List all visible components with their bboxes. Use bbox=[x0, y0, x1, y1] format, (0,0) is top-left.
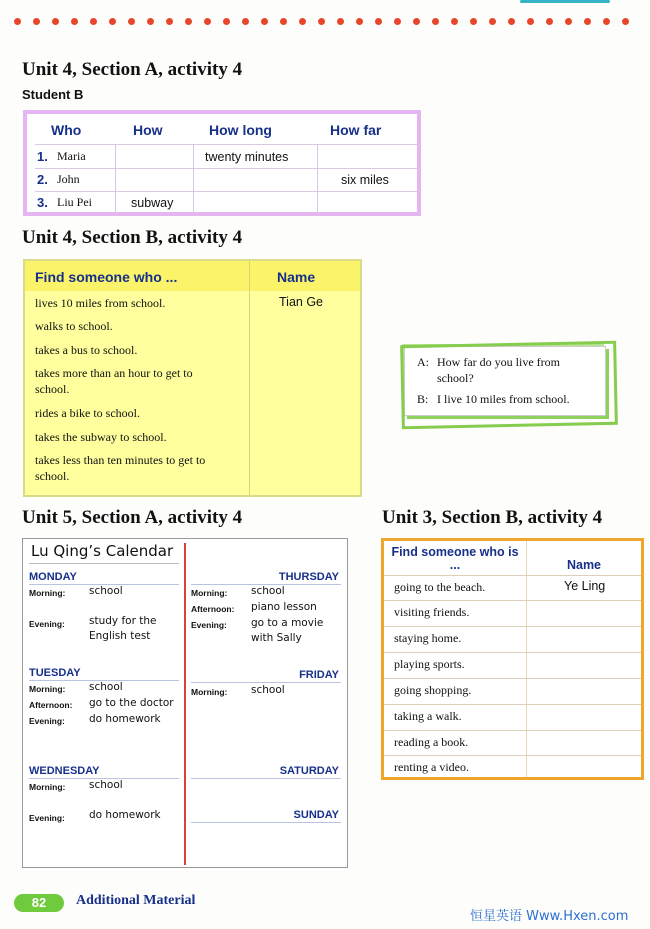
unit3b-table bbox=[381, 538, 644, 780]
morning-label: Morning: bbox=[191, 687, 228, 697]
dialogue-text: I live 10 miles from school. bbox=[437, 392, 570, 406]
unit5a-heading: Unit 5, Section A, activity 4 bbox=[22, 507, 243, 528]
speaker-label: A: bbox=[417, 355, 429, 369]
decorative-dot bbox=[223, 18, 230, 25]
who-cell: Maria bbox=[57, 149, 86, 163]
day-thursday: THURSDAY bbox=[278, 571, 339, 583]
list-item: lives 10 miles from school. bbox=[35, 296, 166, 310]
morning-label: Morning: bbox=[191, 588, 228, 598]
wednesday-morning: school bbox=[89, 779, 123, 791]
list-item: takes less than ten minutes to get to school. bbox=[35, 453, 206, 483]
decorative-dot bbox=[394, 18, 401, 25]
row-divider bbox=[35, 168, 417, 169]
decorative-dot bbox=[375, 18, 382, 25]
row-divider bbox=[384, 730, 641, 731]
unit4b-table bbox=[23, 259, 362, 497]
decorative-dot bbox=[603, 18, 610, 25]
decorative-dot bbox=[71, 18, 78, 25]
thursday-morning: school bbox=[251, 585, 285, 597]
decorative-dot bbox=[14, 18, 21, 25]
list-item: takes the subway to school. bbox=[35, 430, 167, 444]
name-header: Name bbox=[277, 269, 316, 285]
student-b-label: Student B bbox=[22, 87, 84, 102]
evening-label: Evening: bbox=[29, 716, 65, 726]
decorative-dot bbox=[128, 18, 135, 25]
unit3b-heading: Unit 3, Section B, activity 4 bbox=[382, 507, 603, 528]
calendar-title: Lu Qing’s Calendar bbox=[31, 542, 174, 560]
decorative-dot bbox=[280, 18, 287, 25]
day-sunday: SUNDAY bbox=[293, 809, 339, 821]
wednesday-evening: do homework bbox=[89, 809, 161, 821]
row-divider bbox=[384, 600, 641, 601]
tuesday-afternoon: go to the doctor bbox=[89, 697, 174, 709]
how-cell: subway bbox=[131, 196, 174, 210]
day-tuesday: TUESDAY bbox=[29, 667, 81, 679]
row-number: 2. bbox=[37, 172, 48, 187]
find-someone-header: Find someone who is ... bbox=[391, 545, 519, 572]
title-underline bbox=[29, 563, 179, 564]
decorative-dot bbox=[546, 18, 553, 25]
friday-morning: school bbox=[251, 684, 285, 696]
morning-label: Morning: bbox=[29, 684, 66, 694]
dialogue-box bbox=[404, 346, 606, 416]
decorative-dot bbox=[508, 18, 515, 25]
unit4a-table bbox=[23, 110, 421, 216]
decorative-dot bbox=[432, 18, 439, 25]
decorative-dot bbox=[470, 18, 477, 25]
afternoon-label: Afternoon: bbox=[191, 604, 235, 614]
row-divider bbox=[384, 704, 641, 705]
list-item: reading a book. bbox=[394, 735, 469, 749]
decorative-dot bbox=[109, 18, 116, 25]
col-divider bbox=[249, 261, 250, 495]
top-accent-bar bbox=[520, 0, 610, 3]
decorative-dot bbox=[337, 18, 344, 25]
name-cell: Ye Ling bbox=[564, 579, 606, 593]
afternoon-label: Afternoon: bbox=[29, 700, 73, 710]
row-divider bbox=[384, 575, 641, 576]
decorative-dot bbox=[451, 18, 458, 25]
decorative-dot bbox=[166, 18, 173, 25]
row-divider bbox=[35, 191, 417, 192]
watermark: 恒星英语 Www.Hxen.com bbox=[470, 909, 629, 924]
decorative-dot bbox=[413, 18, 420, 25]
section-title: Additional Material bbox=[76, 893, 196, 908]
morning-label: Morning: bbox=[29, 782, 66, 792]
decorative-dot bbox=[147, 18, 154, 25]
day-wednesday: WEDNESDAY bbox=[29, 765, 100, 777]
decorative-dot bbox=[584, 18, 591, 25]
row-divider bbox=[384, 652, 641, 653]
list-item: renting a video. bbox=[394, 760, 469, 774]
row-divider bbox=[384, 755, 641, 756]
row-number: 3. bbox=[37, 195, 48, 210]
decorative-dot bbox=[242, 18, 249, 25]
col-how-long-header: How long bbox=[209, 122, 272, 138]
decorative-dot bbox=[356, 18, 363, 25]
thursday-evening: go to a movie with Sally bbox=[251, 617, 324, 644]
row-divider bbox=[35, 144, 417, 145]
evening-label: Evening: bbox=[29, 813, 65, 823]
row-number: 1. bbox=[37, 149, 48, 164]
monday-evening: study for the English test bbox=[89, 615, 157, 642]
list-item: takes a bus to school. bbox=[35, 343, 138, 357]
list-item: playing sports. bbox=[394, 657, 465, 671]
evening-label: Evening: bbox=[29, 619, 65, 629]
dialogue-text: How far do you live from school? bbox=[437, 355, 560, 385]
how-far-cell: six miles bbox=[341, 173, 389, 187]
tuesday-evening: do homework bbox=[89, 713, 161, 725]
decorative-dot bbox=[204, 18, 211, 25]
who-cell: John bbox=[57, 172, 80, 186]
who-cell: Liu Pei bbox=[57, 195, 92, 209]
decorative-dot bbox=[52, 18, 59, 25]
evening-label: Evening: bbox=[191, 620, 227, 630]
col-divider bbox=[193, 144, 194, 214]
unit4a-heading: Unit 4, Section A, activity 4 bbox=[22, 59, 243, 80]
dialogue-line-a bbox=[417, 354, 587, 386]
decorative-dot bbox=[261, 18, 268, 25]
dialogue-line-b bbox=[417, 391, 570, 407]
tuesday-morning: school bbox=[89, 681, 123, 693]
decorative-dot bbox=[489, 18, 496, 25]
find-someone-header: Find someone who ... bbox=[35, 269, 178, 285]
unit4b-heading: Unit 4, Section B, activity 4 bbox=[22, 227, 243, 248]
col-divider bbox=[317, 144, 318, 214]
day-friday: FRIDAY bbox=[299, 669, 339, 681]
list-item: going shopping. bbox=[394, 683, 472, 697]
decorative-dot bbox=[565, 18, 572, 25]
decorative-dot bbox=[527, 18, 534, 25]
list-item: taking a walk. bbox=[394, 709, 462, 723]
list-item: walks to school. bbox=[35, 319, 113, 333]
decorative-dot bbox=[33, 18, 40, 25]
col-who-header: Who bbox=[51, 122, 82, 138]
day-underline bbox=[191, 778, 341, 779]
list-item: visiting friends. bbox=[394, 605, 470, 619]
decorative-dot bbox=[622, 18, 629, 25]
morning-label: Morning: bbox=[29, 588, 66, 598]
col-divider bbox=[115, 144, 116, 214]
day-saturday: SATURDAY bbox=[279, 765, 339, 777]
name-header: Name bbox=[566, 558, 602, 572]
list-item: going to the beach. bbox=[394, 580, 486, 594]
list-item: takes more than an hour to get to school. bbox=[35, 366, 193, 396]
decorative-dot bbox=[318, 18, 325, 25]
day-underline bbox=[191, 822, 341, 823]
list-item: rides a bike to school. bbox=[35, 406, 140, 420]
monday-morning: school bbox=[89, 585, 123, 597]
decorative-dot bbox=[185, 18, 192, 25]
col-how-header: How bbox=[133, 122, 163, 138]
day-monday: MONDAY bbox=[29, 571, 77, 583]
thursday-afternoon: piano lesson bbox=[251, 601, 317, 613]
decorative-dot bbox=[90, 18, 97, 25]
dotted-border bbox=[14, 18, 639, 30]
name-cell: Tian Ge bbox=[279, 295, 324, 309]
col-divider bbox=[526, 541, 527, 777]
row-divider bbox=[384, 626, 641, 627]
how-long-cell: twenty minutes bbox=[205, 150, 289, 164]
list-item: staying home. bbox=[394, 631, 462, 645]
row-divider bbox=[384, 678, 641, 679]
col-how-far-header: How far bbox=[330, 122, 382, 138]
speaker-label: B: bbox=[417, 392, 429, 406]
decorative-dot bbox=[299, 18, 306, 25]
calendar bbox=[22, 538, 348, 868]
page-number: 82 bbox=[14, 894, 64, 912]
calendar-divider bbox=[184, 543, 186, 865]
